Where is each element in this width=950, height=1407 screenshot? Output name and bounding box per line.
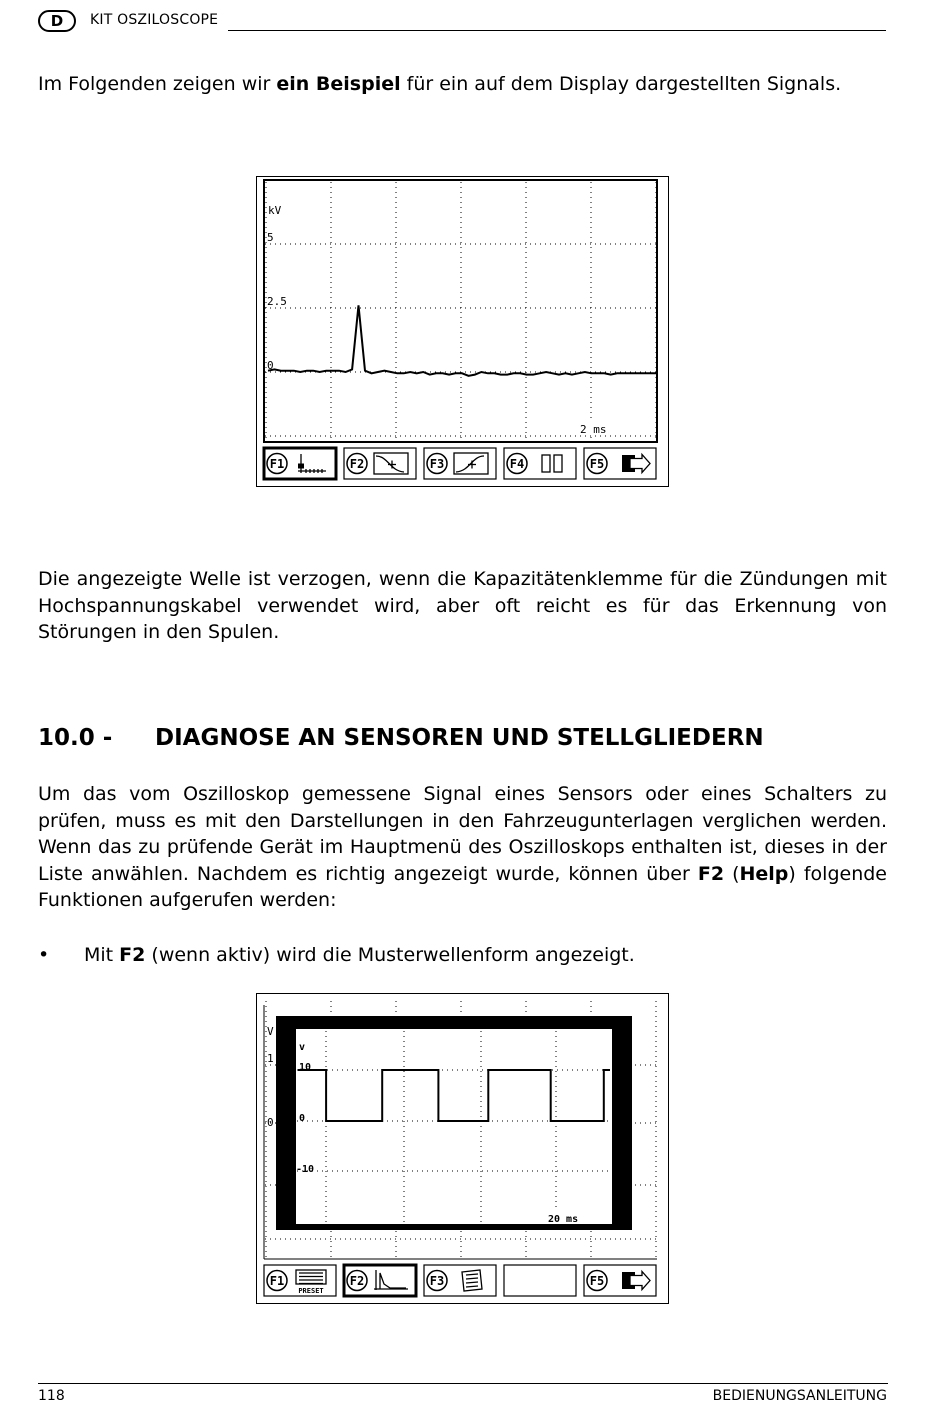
fkey2-4-button[interactable] <box>504 1265 576 1296</box>
section-number: 10.0 - <box>38 725 113 751</box>
bullet-text-end: (wenn aktiv) wird die Musterwellenform angezeigt. <box>145 944 635 966</box>
section-title: DIAGNOSE AN SENSOREN UND STELLGLIEDERN <box>155 725 764 751</box>
bullet-text: Mit <box>84 944 120 966</box>
fkey-5-label: F5 <box>589 457 605 471</box>
bullet-item <box>84 942 884 969</box>
y-unit-label: kV <box>268 204 282 217</box>
fkey-4-button[interactable] <box>504 448 576 479</box>
fkey-2-label: F2 <box>349 457 365 471</box>
footer-title: BEDIENUNGSANLEITUNG <box>712 1388 887 1404</box>
oscilloscope-screen-2 <box>256 993 669 1304</box>
fkey-3-button[interactable] <box>424 448 496 479</box>
intro-bold: ein Beispiel <box>276 73 401 95</box>
fkey2-3-button[interactable] <box>424 1265 496 1296</box>
fkey-3-label: F3 <box>429 457 445 471</box>
inner-tick-minus-10: -10 <box>296 1164 315 1175</box>
bullet-bold: F2 <box>119 944 146 966</box>
document-title: KIT OSZILOSCOPE <box>90 12 219 28</box>
fkey2-5-button[interactable] <box>584 1265 656 1296</box>
para2-text: Um das vom Oszilloskop gemessene Signal eines Sensors oder eines Schalters zu prüfen, muss es mit den Darstellungen in den Fahrzeugunterlagen verglichen werden. Wenn das zu prüfende Gerät im Hauptmenü des Oszilloskops enthalten ist, dieses in der Liste anwählen. Nachdem es richtig angezeigt wurde, können über <box>38 783 887 885</box>
fkey-5-button[interactable] <box>584 448 656 479</box>
fkey2-3-label: F3 <box>429 1274 445 1288</box>
fkey-1-button[interactable] <box>264 448 336 479</box>
y-tick-0: 0 <box>267 359 274 372</box>
inner-tick-10: 10 <box>299 1062 312 1073</box>
header-rule <box>228 30 886 31</box>
reference-wave-window <box>296 1029 612 1224</box>
sensor-diagnosis-paragraph <box>38 781 887 914</box>
outer-unit-label: V <box>267 1025 274 1038</box>
fkey2-1-label: F1 <box>269 1274 285 1288</box>
help-ref: Help <box>739 862 789 885</box>
oscilloscope-screen-1 <box>256 176 669 487</box>
footer-rule <box>38 1383 888 1384</box>
reference-time-base: 20 ms <box>548 1214 579 1225</box>
intro-text-end: für ein auf dem Display dargestellten Signals. <box>400 73 842 95</box>
page-number: 118 <box>38 1388 65 1404</box>
wave-description: Die angezeigte Welle ist verzogen, wenn die Kapazitätenklemme für die Zündungen mit Hochspannungskabel verwendet wird, aber oft reicht es für das Erkennung von Störungen in den Spulen. <box>38 568 887 643</box>
fkey-2-button[interactable] <box>344 448 416 479</box>
fkey2-1-button[interactable] <box>264 1265 336 1296</box>
fkey2-2-button[interactable] <box>344 1265 416 1296</box>
inner-unit-label: v <box>299 1042 306 1053</box>
fkey2-2-label: F2 <box>349 1274 365 1288</box>
fkey-4-label: F4 <box>509 457 525 471</box>
time-base-label: 2 ms <box>580 423 607 436</box>
intro-text: Im Folgenden zeigen wir <box>38 73 277 95</box>
outer-tick-0: 0 <box>267 1116 274 1129</box>
language-badge: D <box>38 10 76 32</box>
y-tick-2-5: 2.5 <box>267 295 287 308</box>
fkey2-5-label: F5 <box>589 1274 605 1288</box>
preset-caption: PRESET <box>298 1287 324 1295</box>
para2-end: ) folgende Funktionen aufgerufen werden: <box>38 862 887 911</box>
f2-key-ref: F2 <box>697 862 725 885</box>
intro-paragraph <box>38 71 898 98</box>
y-tick-5: 5 <box>267 231 274 244</box>
para2-mid: ( <box>724 862 740 885</box>
inner-tick-0: 0 <box>299 1113 306 1124</box>
fkey-1-label: F1 <box>269 457 285 471</box>
outer-tick-1: 1 <box>267 1052 274 1065</box>
bullet-symbol: • <box>38 944 50 966</box>
